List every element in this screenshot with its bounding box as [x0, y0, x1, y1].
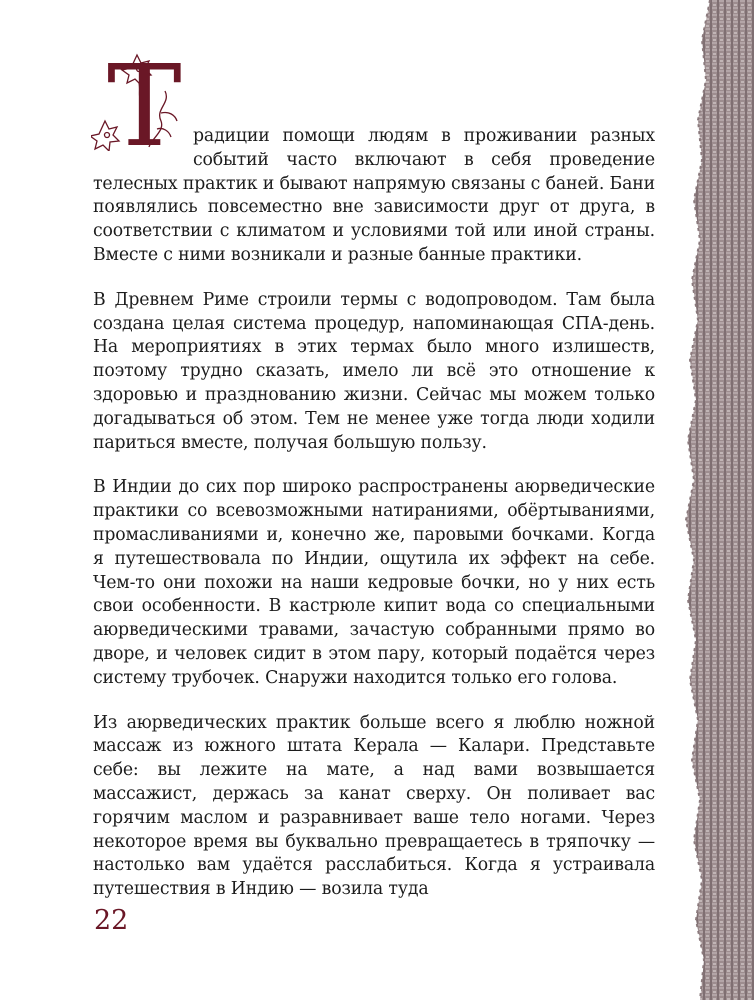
paragraph-1 — [93, 42, 655, 268]
page-number: 22 — [94, 905, 129, 936]
burlap-texture-decoration — [682, 0, 754, 1000]
paragraph-4: Из аюрведических практик больше всего я люблю ножной массаж из южного штата Керала — Калари. Представьте себе: вы лежите на мате, а над вами возвышается массажист, держась за канат сверху. Он поливает вас горячим маслом и разравнивает ваше тело ногами. Через некоторое время вы буквально превращаетесь в тряпочку — настолько вам удаётся расслабиться. Когда я устраивала путешествия в Индию — возила туда — [93, 712, 655, 900]
paragraph-1-text: радиции помощи людям в проживании разных событий часто включают в себя проведение телесных практик и бывают напрямую связаны с баней. Бани появлялись повсеместно вне зависимости друг от друга, в соответствии с климатом и условиями той или иной страны. Вместе с ними возникали и разные банные практики. — [93, 126, 655, 265]
paragraph-3: В Индии до сих пор широко распространены аюрведические практики со всевозможными натираниями, обёртываниями, промасливаниями и, конечно же, паровыми бочками. Когда я путешествовала по Индии, ощутила их эффект на себе. Чем-то они похожи на наши кедровые бочки, но у них есть свои особенности. В кастрюле кипит вода со специальными аюрведическими травами, зачастую собранными прямо во дворе, и человек сидит в этом пару, который подаётся через систему трубочек. Снаружи находится только его голова. — [93, 477, 655, 688]
body-text — [93, 42, 655, 923]
drop-cap — [91, 42, 193, 172]
drop-cap-letter: Т — [107, 42, 182, 172]
paragraph-2: В Древнем Риме строили термы с водопроводом. Там была создана целая система процедур, напоминающая СПА-день. На мероприятиях в этих термах было много излишеств, поэтому трудно сказать, имело ли всё это отношение к здоровью и празднованию жизни. Сейчас мы можем только догадываться об этом. Тем не менее уже тогда люди ходили париться вместе, получая большую пользу. — [93, 289, 655, 453]
